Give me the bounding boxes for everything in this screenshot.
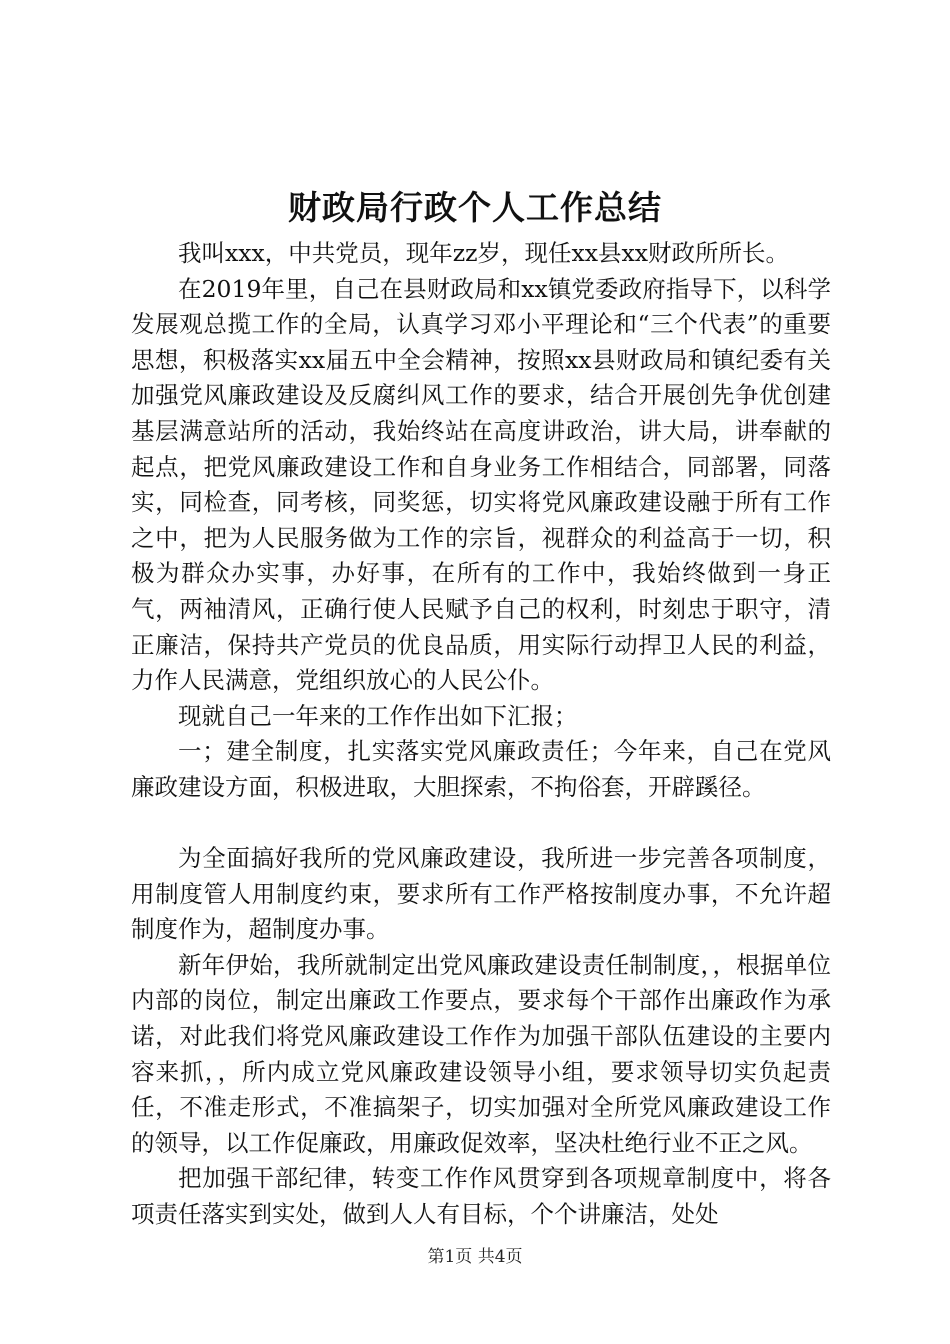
paragraph-overview: 在2019年里，自己在县财政局和xx镇党委政府指导下，以科学发展观总揽工作的全局，认真学习邓小平理论和“三个代表”的重要思想，积极落实xx届五中全会精神，按照xx县财政局和镇纪委有关加强党风廉政建设及反腐纠风工作的要求，结合开展创先争优创建基层满意站所的活动，我始终站在高度讲政治，讲大局，讲奉献的起点，把党风廉政建设工作和自身业务工作相结合，同部署，同落实，同检查，同考核，同奖惩，切实将党风廉政建设融于所有工作之中，把为人民服务做为工作的宗旨，视群众的利益高于一切，积极为群众办实事，办好事，在所有的工作中，我始终做到一身正气，两袖清风，正确行使人民赋予自己的权利，时刻忠于职守，清正廉洁，保持共产党员的优良品质，用实际行动捍卫人民的利益，力作人民满意，党组织放心的人民公仆。 <box>131 274 831 695</box>
paragraph-system: 为全面搞好我所的党风廉政建设，我所进一步完善各项制度，用制度管人用制度约束，要求所有工作严格按制度办事，不允许超制度作为，超制度办事。 <box>131 844 831 944</box>
paragraph-intro: 我叫xxx，中共党员，现年zz岁，现任xx县xx财政所所长。 <box>178 239 790 267</box>
paragraph-discipline: 把加强干部纪律，转变工作作风贯穿到各项规章制度中，将各项责任落实到实处，做到人人有目标，个个讲廉洁，处处 <box>131 1164 831 1229</box>
paragraph-new-year: 新年伊始，我所就制定出党风廉政建设责任制制度，，根据单位内部的岗位，制定出廉政工作要点，要求每个干部作出廉政作为承诺，对此我们将党风廉政建设工作作为加强干部队伍建设的主要内容来抓，，所内成立党风廉政建设领导小组，要求领导切实负起责任，不准走形式，不准搞架子，切实加强对全所党风廉政建设工作的领导，以工作促廉政，用廉政促效率，坚决杜绝行业不正之风。 <box>131 950 831 1157</box>
document-body <box>131 236 831 1233</box>
paragraph-section-one: 一；建全制度，扎实落实党风廉政责任；今年来，自己在党风廉政建设方面，积极进取，大胆探索，不拘俗套，开辟蹊径。 <box>131 737 831 801</box>
page-footer: 第1页 共4页 <box>427 1247 523 1267</box>
document-title: 财政局行政个人工作总结 <box>288 188 662 227</box>
paragraph-report-lead: 现就自己一年来的工作作出如下汇报； <box>178 701 578 730</box>
